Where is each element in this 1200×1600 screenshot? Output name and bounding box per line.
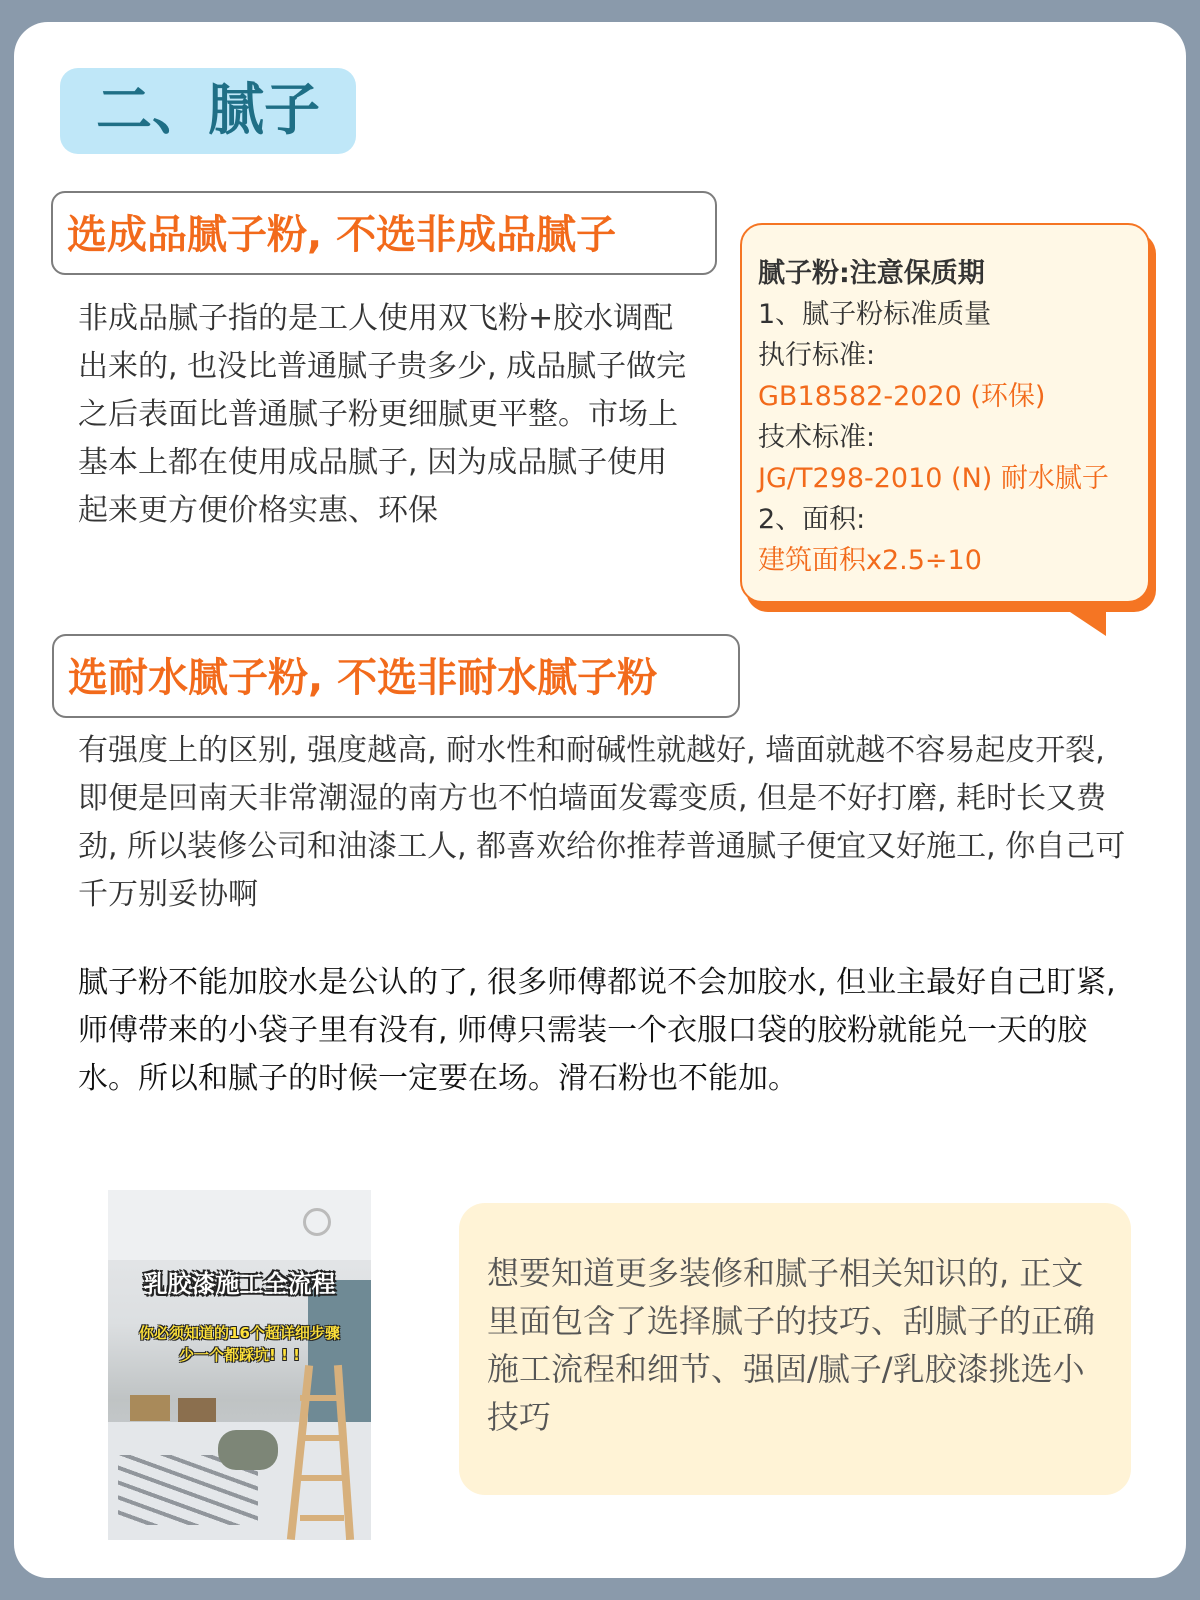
paragraph-finished-putty: 非成品腻子指的是工人使用双飞粉+胶水调配出来的, 也没比普通腻子贵多少, 成品腻子做完之后表面比普通腻子粉更细腻更平整。市场上基本上都在使用成品腻子, 因为成品腻子使用起来更方便价格实惠、环保 [78,301,687,528]
heading-finished-putty: 选成品腻子粉, 不选非成品腻子 [51,191,717,275]
bubble-formula: 建筑面积x2.5÷10 [758,545,982,576]
bubble-standard: GB18582-2020 (环保) [758,381,1046,412]
bubble-standard: JG/T298-2010 (N) 耐水腻子 [758,463,1109,494]
bubble-line: 1、腻子粉标准质量 [758,299,992,330]
paragraph-glue-warning: 腻子粉不能加胶水是公认的了, 很多师傅都说不会加胶水, 但业主最好自己盯紧, 师傅带来的小袋子里有没有, 师傅只需装一个衣服口袋的胶粉就能兑一天的胶水。所以和腻子的时候一定要在场。滑石粉也不能加。 [78,965,1116,1096]
bubble-line: 技术标准: [758,422,876,453]
course-cover-image[interactable] [108,1190,371,1540]
bubble-line: 执行标准: [758,340,876,371]
paragraph-waterproof-putty: 有强度上的区别, 强度越高, 耐水性和耐碱性就越好, 墙面就越不容易起皮开裂, 即便是回南天非常潮湿的南方也不怕墙面发霉变质, 但是不好打磨, 耗时长又费劲, 所以装修公司和油漆工人, 都喜欢给你推荐普通腻子便宜又好施工, 你自己可千万别妥协啊 [78,733,1126,912]
heading-waterproof-putty: 选耐水腻子粉, 不选非耐水腻子粉 [52,634,740,718]
ceiling-light-icon [303,1208,331,1236]
cover-subtitle: 你必须知道的16个超详细步骤 少一个都踩坑! ! ! [139,1324,340,1364]
section-title: 二、腻子 [60,68,356,154]
bubble-line: 2、面积: [758,504,866,535]
cover-title: 乳胶漆施工全流程 [143,1270,336,1298]
bubble-title: 腻子粉:注意保质期 [758,258,985,289]
promo-info-box: 想要知道更多装修和腻子相关知识的, 正文里面包含了选择腻子的技巧、刮腻子的正确施工流程和细节、强固/腻子/乳胶漆挑选小技巧 [459,1203,1131,1495]
note-bubble [740,223,1150,603]
bubble-tail [1052,600,1106,636]
